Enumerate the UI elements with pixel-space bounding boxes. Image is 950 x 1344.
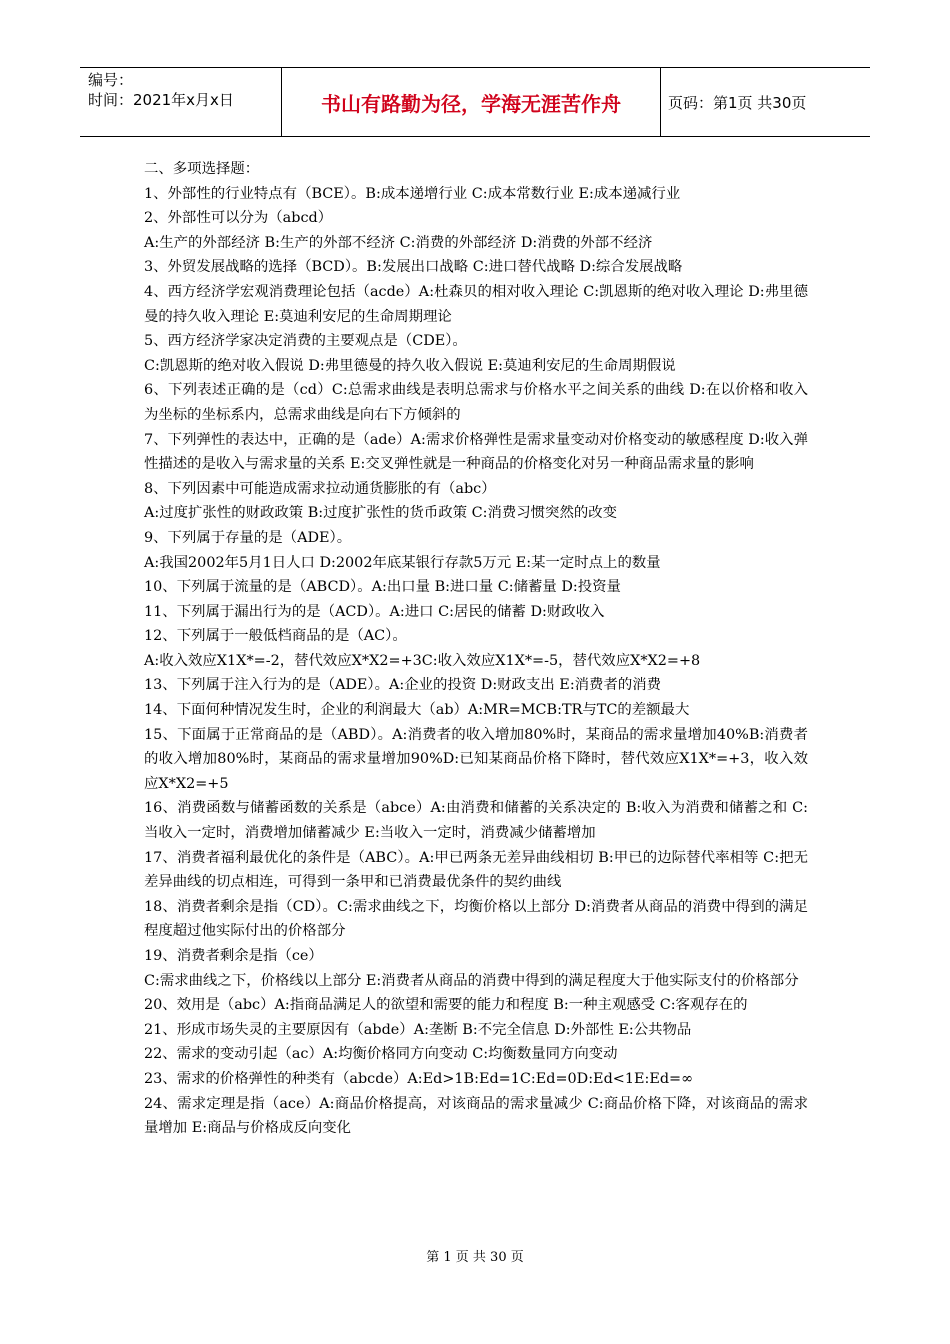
text-line: 16、消费函数与储蓄函数的关系是（abce）A:由消费和储蓄的关系决定的 B:收入为消费和储蓄之和 C:当收入一定时，消费增加储蓄减少 E:当收入一定时，消费减少储蓄增加 <box>144 800 808 842</box>
header-page-info: 页码：第1页 共30页 <box>668 93 807 112</box>
text-line: 19、消费者剩余是指（ce） <box>144 948 323 964</box>
text-line: 18、消费者剩余是指（CD）。C:需求曲线之下，均衡价格以上部分 D:消费者从商品的消费中得到的满足程度超过他实际付出的价格部分 <box>144 898 808 940</box>
text-line: 4、西方经济学宏观消费理论包括（acde）A:杜森贝的相对收入理论 C:凯恩斯的绝对收入理论 D:弗里德曼的持久收入理论 E:莫迪利安尼的生命周期理论 <box>144 283 808 325</box>
text-line: 3、外贸发展战略的选择（BCD）。B:发展出口战略 C:进口替代战略 D:综合发展战略 <box>144 259 683 276</box>
text-line: 二、多项选择题： <box>144 161 260 177</box>
text-line: 2、外部性可以分为（abcd） <box>144 210 333 227</box>
text-line: A:生产的外部经济 B:生产的外部不经济 C:消费的外部经济 D:消费的外部不经济 <box>144 234 653 251</box>
text-line: 5、西方经济学家决定消费的主要观点是（CDE）。 <box>144 333 467 350</box>
text-line: A:过度扩张性的财政政策 B:过度扩张性的货币政策 C:消费习惯突然的改变 <box>144 505 618 522</box>
text-line: 10、下列属于流量的是（ABCD）。A:出口量 B:进口量 C:储蓄量 D:投资量 <box>144 579 621 596</box>
text-line: 23、需求的价格弹性的种类有（abcde）A:Ed>1B:Ed=1C:Ed=0D:Ed<1E:Ed=∞ <box>144 1070 694 1087</box>
text-line: 7、下列弹性的表达中，正确的是（ade）A:需求价格弹性是需求量变动对价格变动的敏感程度 D:收入弹性描述的是收入与需求量的关系 E:交叉弹性就是一种商品的价格变化对另一种商品需求量的影响 <box>144 431 808 473</box>
text-line: 8、下列因素中可能造成需求拉动通货膨胀的有（abc） <box>144 480 496 497</box>
text-line: 14、下面何种情况发生时，企业的利润最大（ab）A:MR=MCB:TR与TC的差额最大 <box>144 702 690 719</box>
text-line: A:收入效应X1X*=-2，替代效应X*X2=+3C:收入效应X1X*=-5，替代效应X*X2=+8 <box>144 652 701 669</box>
document-body <box>144 157 808 1141</box>
header-number: 编号： <box>88 71 134 89</box>
text-line: C:凯恩斯的绝对收入假说 D:弗里德曼的持久收入假说 E:莫迪利安尼的生命周期假说 <box>144 357 676 374</box>
text-line: 20、效用是（abc）A:指商品满足人的欲望和需要的能力和程度 B:一种主观感受 C:客观存在的 <box>144 997 748 1014</box>
text-line: 6、下列表述正确的是（cd）C:总需求曲线是表明总需求与价格水平之间关系的曲线 D:在以价格和收入为坐标的坐标系内，总需求曲线是向右下方倾斜的 <box>144 382 808 423</box>
text-line: C:需求曲线之下，价格线以上部分 E:消费者从商品的消费中得到的满足程度大于他实际支付的价格部分 <box>144 972 799 989</box>
header-slogan: 书山有路勤为径，学海无涯苦作舟 <box>282 68 661 136</box>
text-line: 21、形成市场失灵的主要原因有（abde）A:垄断 B:不完全信息 D:外部性 E:公共物品 <box>144 1021 692 1038</box>
header-meta <box>80 68 282 136</box>
text-line: 12、下列属于一般低档商品的是（AC）。 <box>144 628 407 645</box>
text-line: 1、外部性的行业特点有（BCE）。B:成本递增行业 C:成本常数行业 E:成本递减行业 <box>144 185 681 202</box>
page-footer: 第 1 页 共 30 页 <box>426 1250 524 1265</box>
text-line: 11、下列属于漏出行为的是（ACD）。A:进口 C:居民的储蓄 D:财政收入 <box>144 603 605 620</box>
header-time: 时间：2021年x月x日 <box>88 91 234 109</box>
page-header <box>80 67 870 137</box>
text-line: 24、需求定理是指（ace）A:商品价格提高，对该商品的需求量减少 C:商品价格下降，对该商品的需求量增加 E:商品与价格成反向变化 <box>144 1095 808 1137</box>
text-line: 13、下列属于注入行为的是（ADE）。A:企业的投资 D:财政支出 E:消费者的消费 <box>144 677 662 694</box>
text-line: 22、需求的变动引起（ac）A:均衡价格同方向变动 C:均衡数量同方向变动 <box>144 1046 618 1063</box>
text-line: A:我国2002年5月1日人口 D:2002年底某银行存款5万元 E:某一定时点上的数量 <box>144 554 661 571</box>
text-line: 9、下列属于存量的是（ADE）。 <box>144 529 352 546</box>
text-line: 15、下面属于正常商品的是（ABD）。A:消费者的收入增加80%时，某商品的需求量增加40%B:消费者的收入增加80%时，某商品的需求量增加90%D:已知某商品价格下降时，替代效应X1X*=+3，收入效应X*X2=+5 <box>144 726 808 792</box>
text-line: 17、消费者福利最优化的条件是（ABC）。A:甲已两条无差异曲线相切 B:甲已的边际替代率相等 C:把无差异曲线的切点相连，可得到一条甲和已消费最优条件的契约曲线 <box>144 849 808 891</box>
